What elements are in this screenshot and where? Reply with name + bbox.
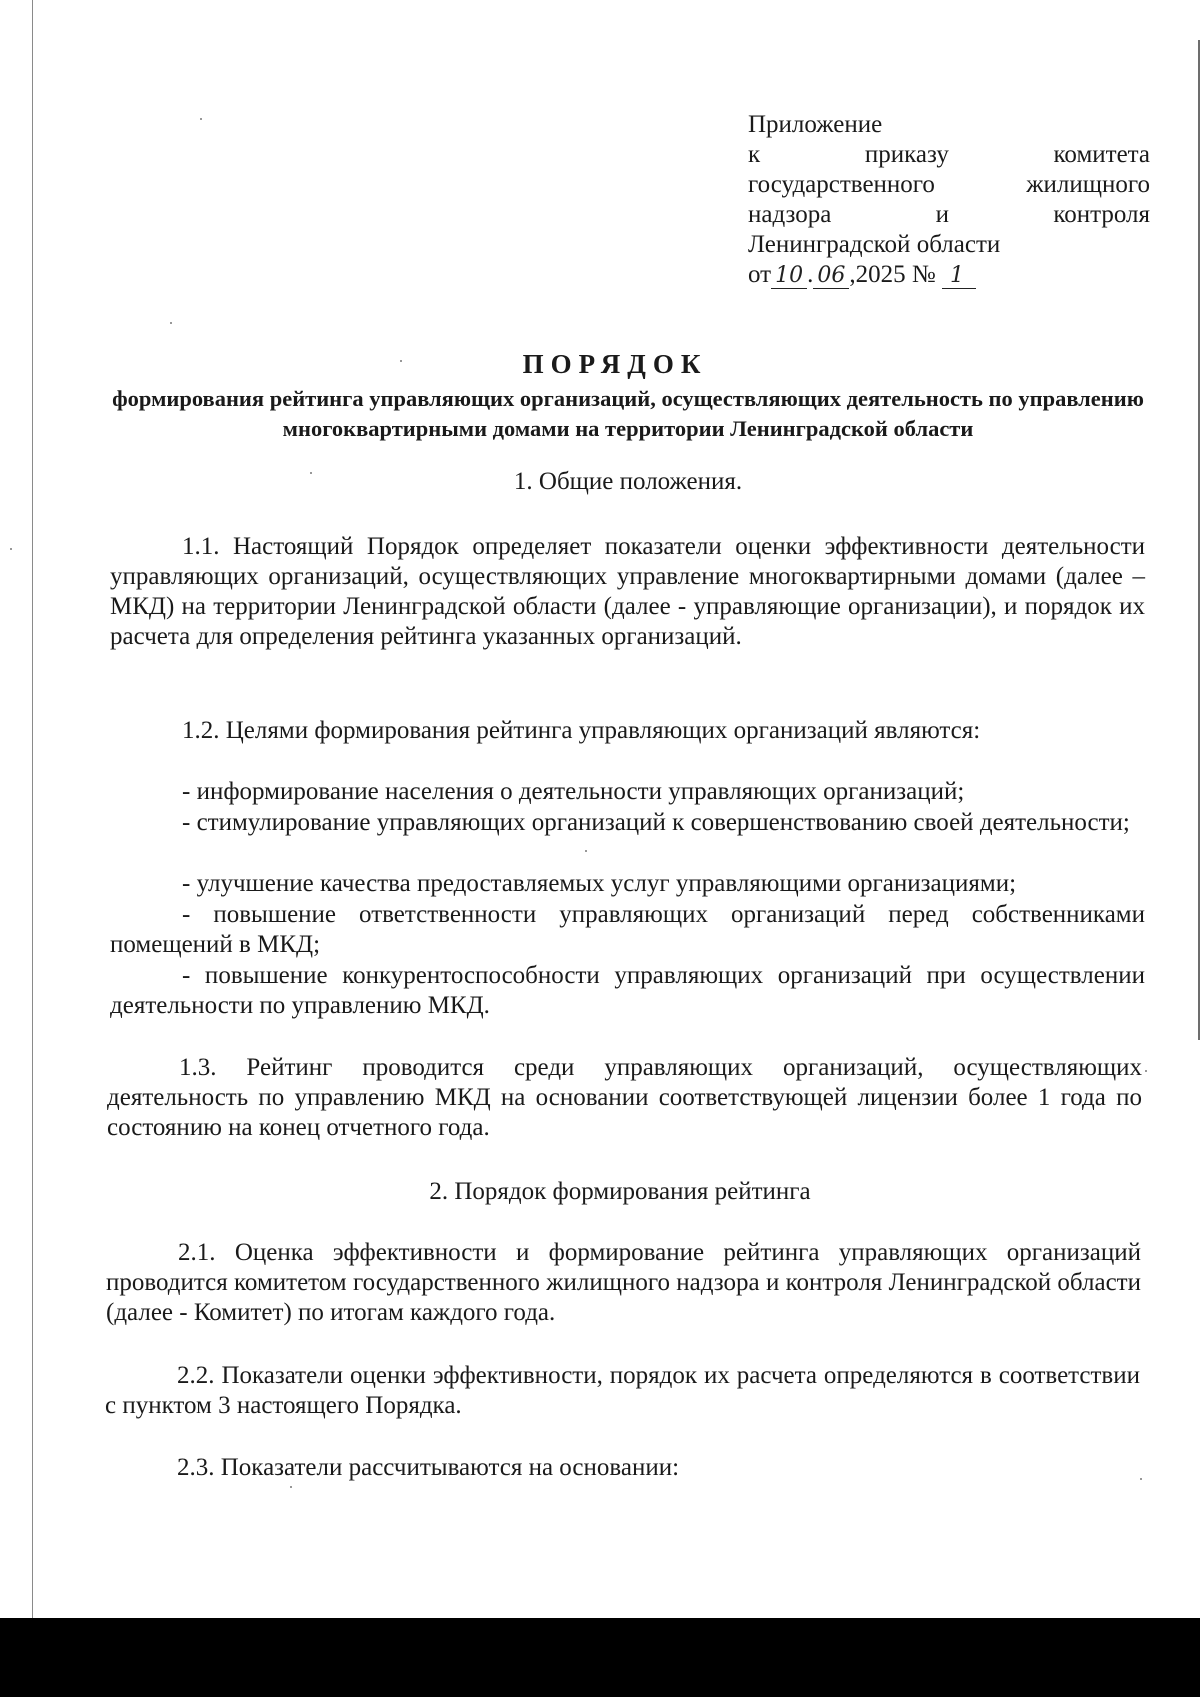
appendix-word: жилищного [1026, 171, 1150, 198]
appendix-word: надзора [748, 201, 832, 228]
scan-bottom-band [0, 1618, 1200, 1697]
appendix-word: контроля [1053, 201, 1150, 228]
scan-speck [1140, 1478, 1142, 1480]
number-sign: № [911, 261, 936, 288]
paragraph-2-1: 2.1. Оценка эффективности и формирование рейтинга управляющих организаций проводится комитетом государственного жилищного надзора и контроля Ленинградской области (далее - Комитет) по итогам каждого года. [106, 1239, 1141, 1326]
scan-speck [585, 850, 587, 852]
appendix-word: к [748, 141, 761, 168]
handwritten-month: 06 [813, 264, 849, 289]
date-separator: . [807, 261, 814, 288]
appendix-date-line [748, 260, 1150, 290]
goal-item: - повышение ответственности управляющих организаций перед собственниками помещений в МКД; [110, 901, 1145, 958]
appendix-line-order [748, 140, 1150, 170]
appendix-line-supervision [748, 200, 1150, 230]
date-year: ,2025 [849, 261, 906, 288]
paragraph-1-3: 1.3. Рейтинг проводится среди управляющих организаций, осуществляющих деятельность по управлению МКД на основании соответствующей лицензии более 1 года по состоянию на конец отчетного года. [107, 1054, 1142, 1141]
paragraph-2-3: 2.3. Показатели рассчитываются на основании: [177, 1454, 680, 1481]
scan-speck [10, 548, 12, 550]
goal-item: - улучшение качества предоставляемых услуг управляющими организациями; [182, 870, 1017, 897]
handwritten-order-number: 1 [942, 264, 976, 289]
appendix-line-state [748, 170, 1150, 200]
goal-item: - стимулирование управляющих организаций к совершенствованию своей деятельности; [182, 809, 1130, 836]
scan-left-edge [32, 0, 33, 1618]
appendix-word: комитета [1053, 141, 1150, 168]
appendix-word: приказу [864, 141, 949, 168]
section-1-heading: 1. Общие положения. [513, 468, 743, 495]
appendix-word: и [935, 201, 950, 228]
section-2-heading: 2. Порядок формирования рейтинга [429, 1178, 811, 1205]
appendix-label: Приложение [748, 111, 883, 138]
date-prefix: от [748, 261, 772, 288]
handwritten-day: 10 [771, 264, 807, 289]
appendix-word: государственного [748, 171, 935, 198]
scan-speck [1145, 1070, 1147, 1072]
goal-item: - информирование населения о деятельности управляющих организаций; [182, 778, 965, 805]
paragraph-2-2: 2.2. Показатели оценки эффективности, порядок их расчета определяются в соответствии с пунктом 3 настоящего Порядка. [105, 1362, 1140, 1419]
paragraph-1-2: 1.2. Целями формирования рейтинга управляющих организаций являются: [182, 717, 981, 744]
document-subtitle: формирования рейтинга управляющих организаций, осуществляющих деятельность по управлению многоквартирными домами на территории Ленинградской области [112, 386, 1144, 441]
goal-item: - повышение конкурентоспособности управляющих организаций при осуществлении деятельности по управлению МКД. [110, 962, 1145, 1019]
appendix-region: Ленинградской области [748, 231, 1001, 258]
scan-speck [170, 322, 172, 324]
scan-speck [200, 118, 202, 120]
paragraph-1-1: 1.1. Настоящий Порядок определяет показатели оценки эффективности деятельности управляющих организаций, осуществляющих управление многоквартирными домами (далее – МКД) на территории Ленинградской области (далее - управляющие организации), и порядок их расчета для определения рейтинга указанных организаций. [110, 533, 1145, 650]
appendix-block [748, 110, 1150, 290]
document-title: ПОРЯДОК [522, 349, 708, 379]
scan-speck [290, 1486, 292, 1488]
